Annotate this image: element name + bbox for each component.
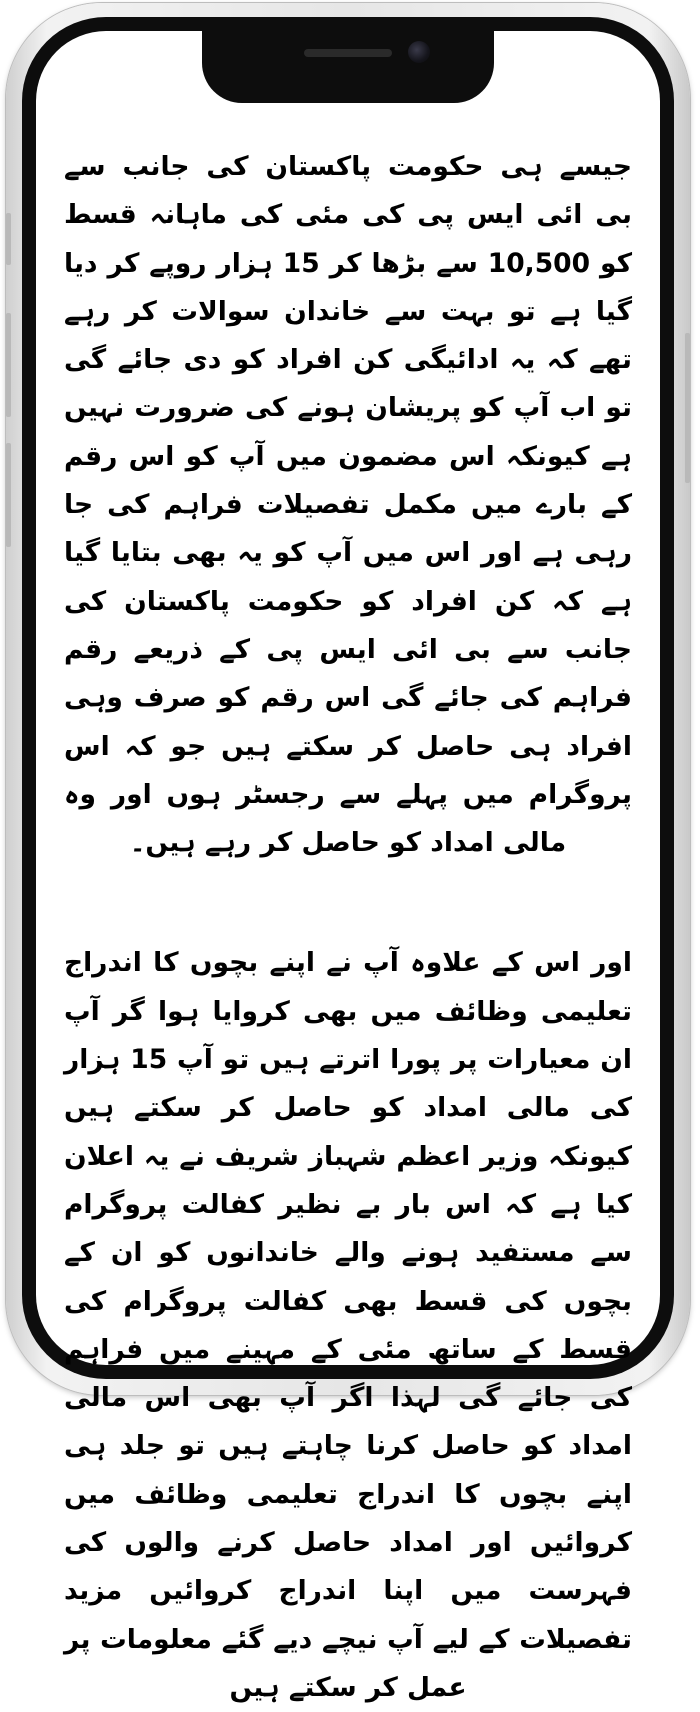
volume-up-button (6, 313, 11, 417)
speaker-grille-icon (304, 49, 392, 57)
article-paragraph-1: جیسے ہی حکومت پاکستان کی جانب سے بی ائی ایس پی کی مئی کی ماہانہ قسط کو 10,500 سے بڑھا کر 15 ہزار روپے کر دیا گیا ہے تو بہت سے خاندان سوالات کر رہے تھے کہ یہ ادائیگی کن افراد کو دی جائے گی تو اب آپ کو پریشان ہونے کی ضرورت نہیں ہے کیونکہ اس مضمون میں آپ کو اس رقم کے بارے میں مکمل تفصیلات فراہم کی جا رہی ہے اور اس میں آپ کو یہ بھی بتایا گیا ہے کہ کن افراد کو حکومت پاکستان کی جانب سے بی ائی ایس پی کے ذریعے رقم فراہم کی جائے گی اس رقم کو صرف وہی افراد ہی حاصل کر سکتے ہیں جو کہ اس پروگرام میں پہلے سے رجسٹر ہوں اور وہ مالی امداد کو حاصل کر رہے ہیں۔ (64, 151, 632, 859)
power-button (685, 333, 690, 483)
phone-notch (202, 29, 494, 103)
phone-bezel (22, 17, 674, 1703)
phone-screen[interactable] (36, 31, 660, 1703)
phone-mockup-frame (6, 3, 690, 1703)
article-body (64, 143, 632, 1712)
volume-down-button (6, 443, 11, 547)
article-paragraph-2: اور اس کے علاوہ آپ نے اپنے بچوں کا اندراج تعلیمی وظائف میں بھی کروایا ہوا گر آپ ان معیارات پر پورا اترتے ہیں تو آپ 15 ہزار کی مالی امداد کو حاصل کر سکتے ہیں کیونکہ وزیر اعظم شہباز شریف نے یہ اعلان کیا ہے کہ اس بار بے نظیر کفالت پروگرام سے مستفید ہونے والے خاندانوں کو ان کے بچوں کی قسط بھی کفالت پروگرام کی قسط کے ساتھ مئی کے مہینے میں فراہم کی جائے گی لہذا اگر آپ بھی اس مالی امداد کو حاصل کرنا چاہتے ہیں تو جلد ہی اپنے بچوں کا اندراج تعلیمی وظائف میں کروائیں اور امداد حاصل کرنے والوں کی فہرست میں اپنا اندراج کروائیں مزید تفصیلات کے لیے آپ نیچے دیے گئے معلومات پر عمل کر سکتے ہیں (64, 947, 633, 1703)
front-camera-icon (408, 41, 430, 63)
mute-switch (6, 213, 11, 265)
